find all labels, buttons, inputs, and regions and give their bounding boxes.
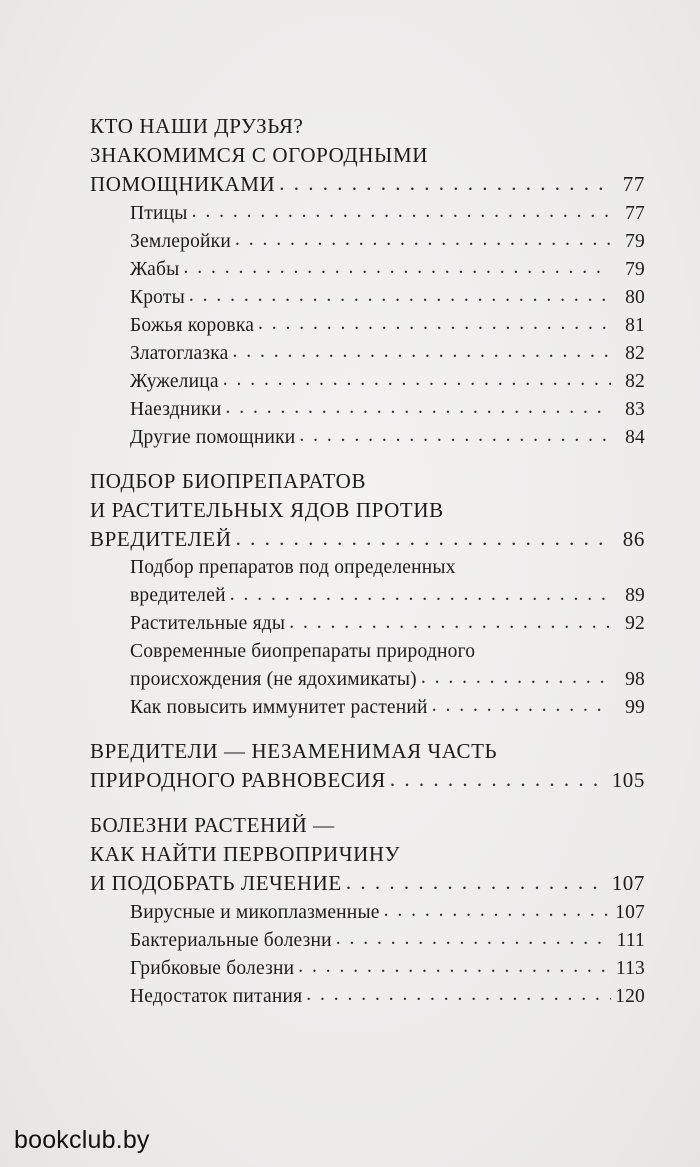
page-number: 120 xyxy=(615,985,645,1007)
page-number: 82 xyxy=(625,370,645,392)
toc-entry xyxy=(90,199,645,227)
page-number: 105 xyxy=(611,768,645,792)
toc-entry xyxy=(90,283,645,311)
section-heading-entry xyxy=(90,766,645,795)
toc-entry xyxy=(90,367,645,395)
dot-leader xyxy=(230,582,611,602)
page-number: 86 xyxy=(622,527,645,551)
toc-entry xyxy=(90,582,645,610)
section-heading-text: ПОМОЩНИКАМИ xyxy=(90,172,276,196)
section-heading-line: КТО НАШИ ДРУЗЬЯ? xyxy=(90,114,304,138)
dot-leader xyxy=(225,395,611,415)
page-number: 113 xyxy=(615,957,645,979)
page-number: 111 xyxy=(616,929,645,951)
dot-leader xyxy=(192,199,611,219)
toc-entry-title: Растительные яды xyxy=(130,613,286,634)
toc-entry xyxy=(90,423,645,451)
page-number: 82 xyxy=(625,342,645,364)
toc-entry xyxy=(90,255,645,283)
toc-entry xyxy=(90,395,645,423)
section-heading-line: ВРЕДИТЕЛИ — НЕЗАМЕНИМАЯ ЧАСТЬ xyxy=(90,739,498,763)
toc-entry-title: Златоглазка xyxy=(130,342,229,364)
toc-entry-title: Вирусные и микоплазменные xyxy=(130,901,380,923)
toc-entry-title: Бактериальные болезни xyxy=(130,929,332,951)
section-heading-line: ЗНАКОМИМСЯ С ОГОРОДНЫМИ xyxy=(90,143,428,167)
toc-entry-title: Жужелица xyxy=(130,370,219,392)
page-number: 92 xyxy=(625,613,645,634)
page-number: 77 xyxy=(622,172,645,196)
section-heading-line: БОЛЕЗНИ РАСТЕНИЙ — xyxy=(90,813,335,837)
toc-entry xyxy=(90,926,645,954)
dot-leader xyxy=(298,954,611,974)
page-number: 107 xyxy=(615,901,645,923)
page-number: 84 xyxy=(625,426,645,448)
dot-leader xyxy=(432,693,611,713)
watermark-text: bookclub.by xyxy=(14,1126,150,1154)
dot-leader xyxy=(346,869,608,890)
toc-entry-line: Подбор препаратов под определенных xyxy=(130,557,456,578)
dot-leader xyxy=(183,255,611,275)
section-heading-entry xyxy=(90,869,645,898)
toc-entry-title: Как повысить иммунитет растений xyxy=(130,696,428,718)
page-number: 79 xyxy=(625,258,645,280)
toc-entry xyxy=(90,665,645,693)
toc-entry xyxy=(90,898,645,926)
page-number: 83 xyxy=(625,398,645,420)
toc-section-friends xyxy=(90,112,645,451)
page-number: 99 xyxy=(625,696,645,718)
dot-leader xyxy=(421,665,611,685)
dot-leader xyxy=(306,982,611,1002)
page-number: 79 xyxy=(625,230,645,252)
toc-entry xyxy=(90,693,645,721)
toc-entry-title: Божья коровка xyxy=(130,314,255,336)
toc-entry-line: Современные биопрепараты природного xyxy=(130,640,476,662)
toc-entry-title: Другие помощники xyxy=(130,426,296,448)
dot-leader xyxy=(384,898,611,918)
dot-leader xyxy=(189,283,611,303)
toc-entry-title: Грибковые болезни xyxy=(130,957,295,979)
section-heading-entry xyxy=(90,170,645,199)
dot-leader xyxy=(390,766,608,787)
table-of-contents xyxy=(90,112,645,1026)
dot-leader xyxy=(289,610,611,630)
toc-entry-title: происхождения (не ядохимикаты) xyxy=(130,668,417,690)
toc-entry-title: Птицы xyxy=(130,202,188,224)
section-heading-text: ПРИРОДНОГО РАВНОВЕСИЯ xyxy=(90,768,386,792)
dot-leader xyxy=(279,170,611,191)
dot-leader xyxy=(336,926,611,946)
dot-leader xyxy=(236,525,611,546)
toc-entry-title: Землеройки xyxy=(130,230,231,252)
toc-section-pests xyxy=(90,737,645,795)
toc-entry xyxy=(90,227,645,255)
toc-entry xyxy=(90,339,645,367)
toc-entry-title: Наездники xyxy=(130,398,222,420)
toc-entry-title: Недостаток питания xyxy=(130,985,303,1007)
toc-section-biopreparations xyxy=(90,467,645,721)
section-heading-entry xyxy=(90,525,645,554)
toc-entry-title: вредителей xyxy=(130,585,226,606)
page-number: 80 xyxy=(625,286,645,308)
toc-entry xyxy=(90,610,645,638)
section-heading-line: КАК НАЙТИ ПЕРВОПРИЧИНУ xyxy=(90,842,401,866)
dot-leader xyxy=(223,367,611,387)
section-heading-text: ВРЕДИТЕЛЕЙ xyxy=(90,527,232,551)
toc-entry xyxy=(90,954,645,982)
dot-leader xyxy=(233,339,611,359)
dot-leader xyxy=(258,311,611,331)
toc-entry xyxy=(90,982,645,1010)
section-heading-line: И РАСТИТЕЛЬНЫХ ЯДОВ ПРОТИВ xyxy=(90,498,444,522)
toc-entry-title: Кроты xyxy=(130,286,185,308)
dot-leader xyxy=(235,227,611,247)
toc-entry xyxy=(90,311,645,339)
toc-section-diseases xyxy=(90,811,645,1010)
section-heading-line: ПОДБОР БИОПРЕПАРАТОВ xyxy=(90,469,367,493)
page-number: 89 xyxy=(625,585,645,606)
dot-leader xyxy=(299,423,611,443)
section-heading-text: И ПОДОБРАТЬ ЛЕЧЕНИЕ xyxy=(90,871,342,895)
page-number: 81 xyxy=(625,314,645,336)
page-number: 107 xyxy=(611,871,645,895)
toc-entry-title: Жабы xyxy=(130,258,180,280)
page-number: 77 xyxy=(625,202,645,224)
page-number: 98 xyxy=(625,668,645,690)
